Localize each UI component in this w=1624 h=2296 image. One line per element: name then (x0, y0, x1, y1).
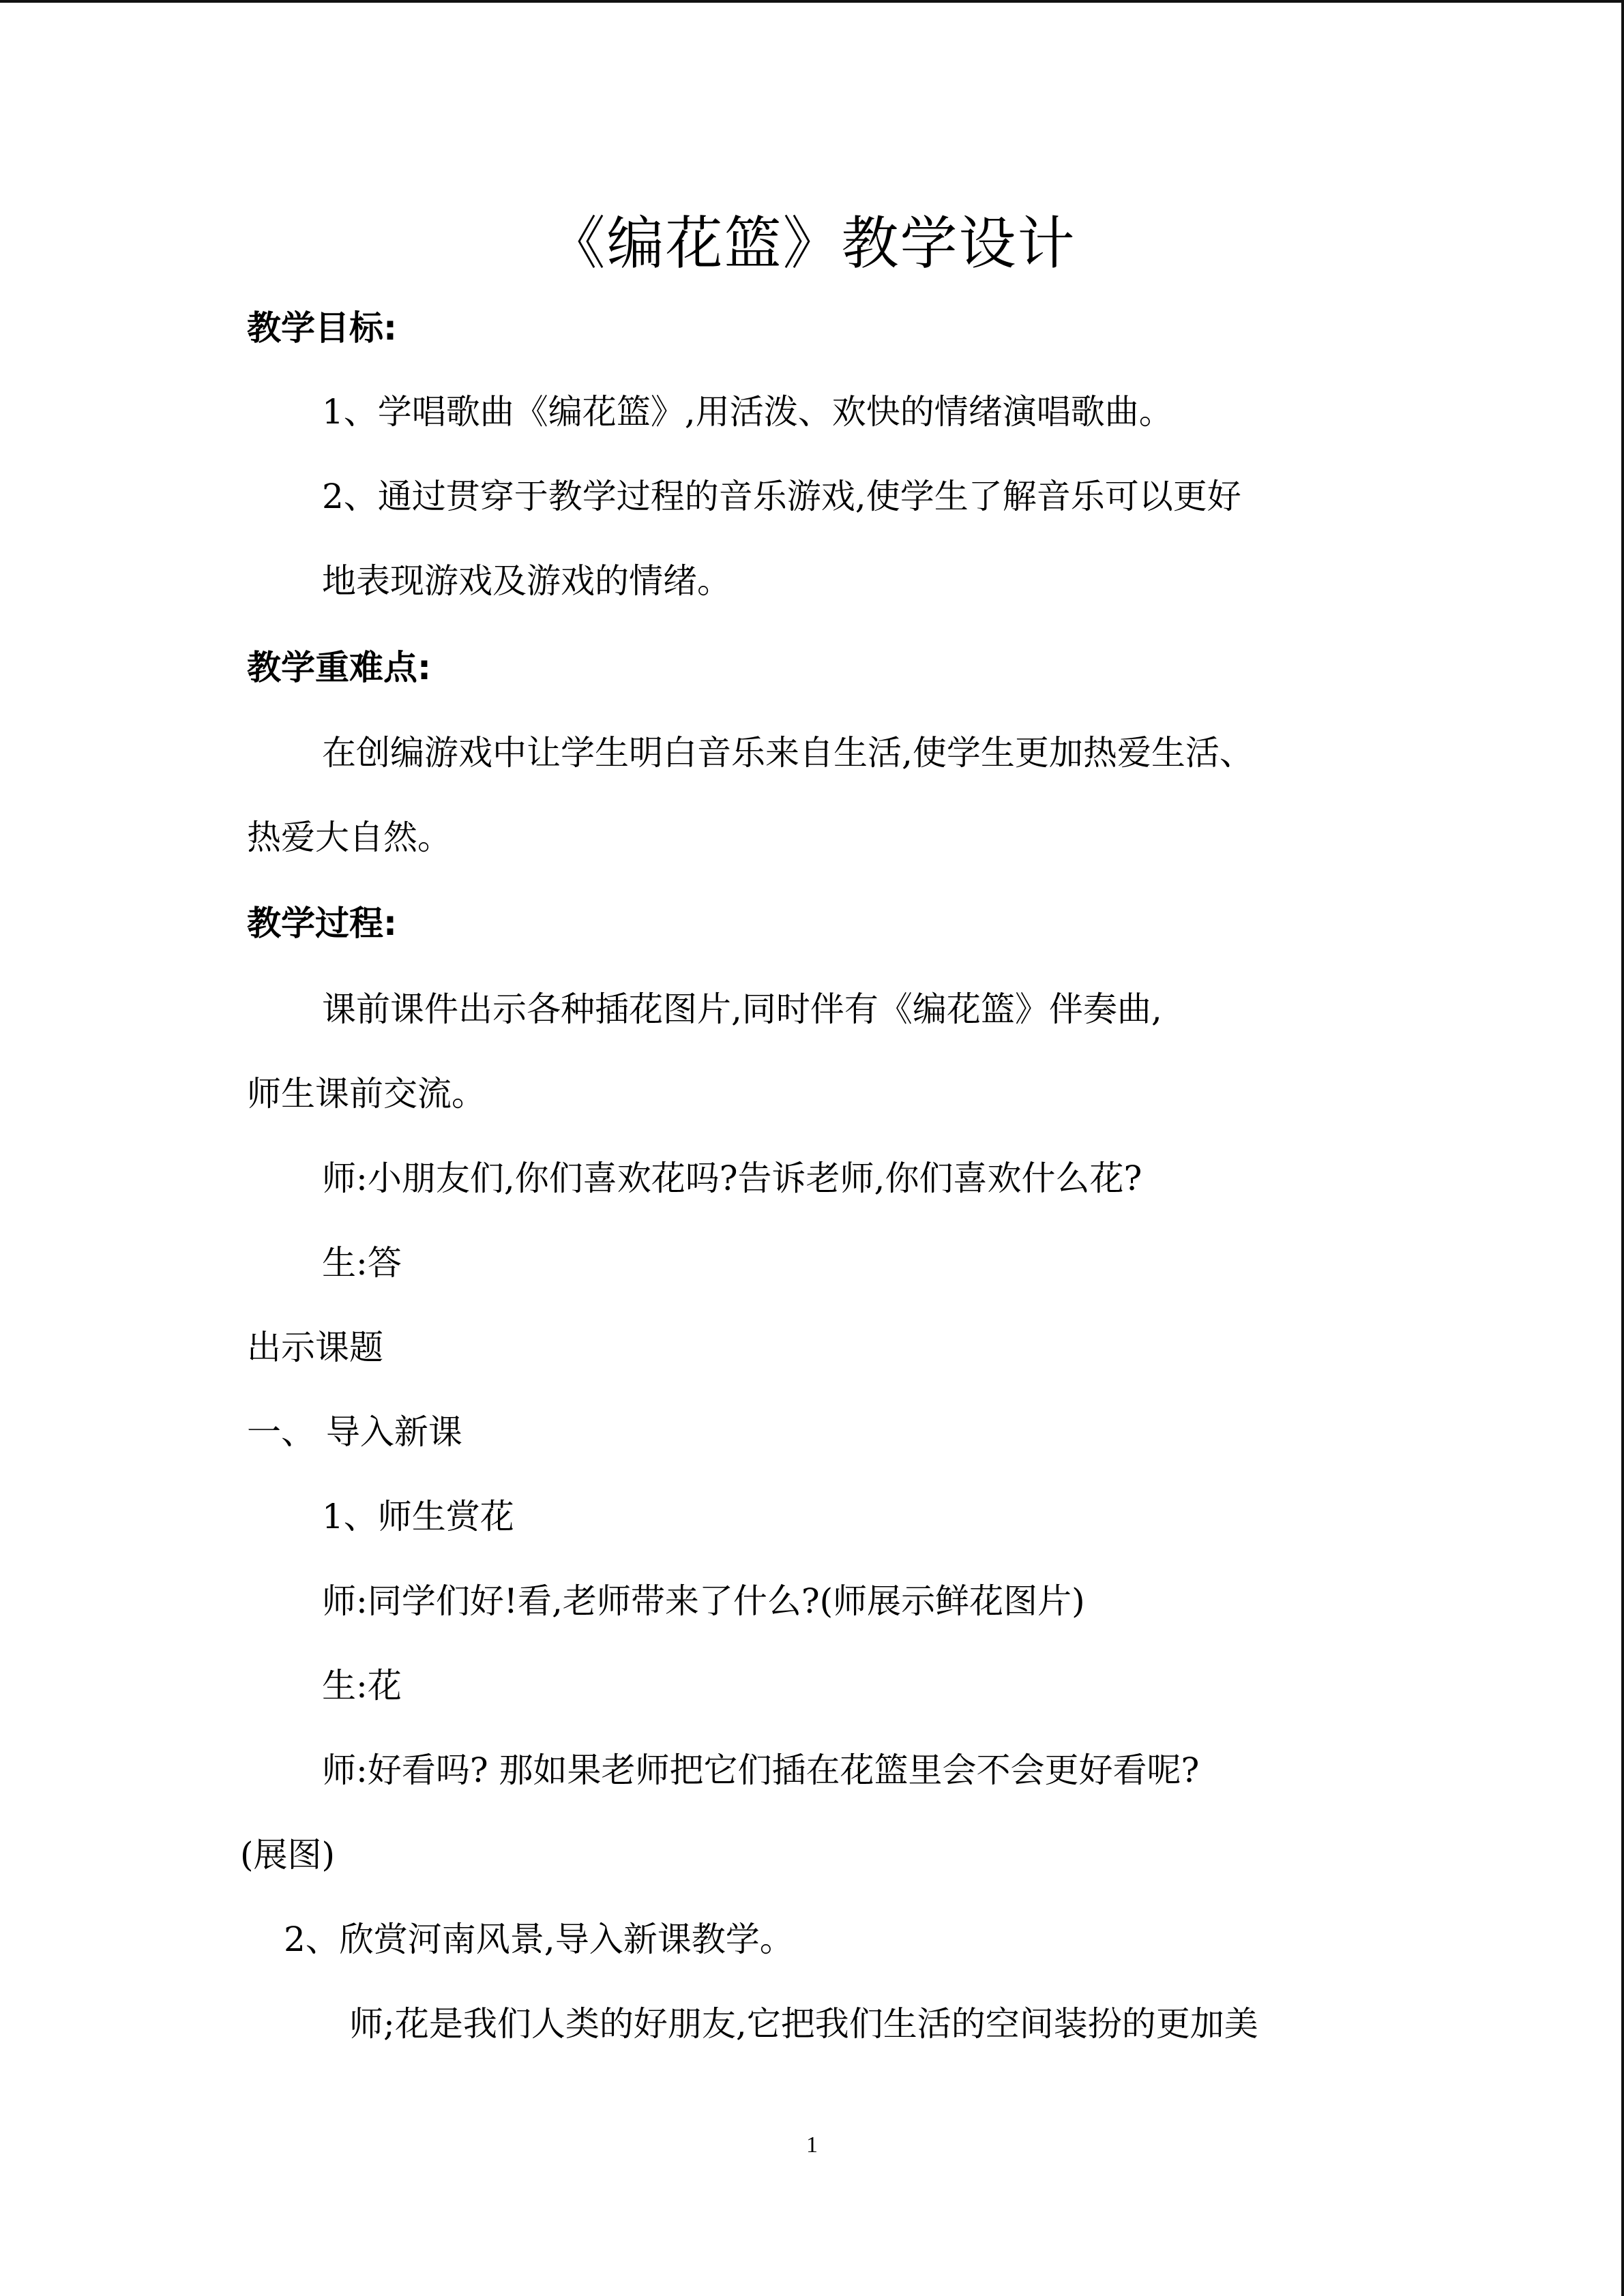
section-heading-key-points: 教学重难点: (247, 648, 431, 687)
sub-step-heading: 2、欣赏河南风景,导入新课教学。 (284, 1920, 794, 1959)
objective-item: 2、通过贯穿于教学过程的音乐游戏,使学生了解音乐可以更好 (322, 477, 1241, 516)
section-heading-process: 教学过程: (247, 904, 397, 943)
document-title: 《编花篮》教学设计 (548, 210, 1076, 277)
step-heading: 一、 导入新课 (247, 1412, 462, 1452)
step-label: 出示课题 (247, 1328, 383, 1367)
section-heading-objectives: 教学目标: (247, 308, 397, 348)
paragraph-line: 热爱大自然。 (247, 818, 452, 857)
paragraph-line: 在创编游戏中让学生明白音乐来自生活,使学生更加热爱生活、 (322, 733, 1254, 773)
paragraph-line: 师生课前交流。 (247, 1074, 486, 1114)
dialogue-line: 师:同学们好!看,老师带来了什么?(师展示鲜花图片) (322, 1581, 1085, 1621)
stage-direction: (展图) (240, 1835, 336, 1875)
dialogue-line: 生:花 (322, 1666, 402, 1705)
dialogue-line: 师;花是我们人类的好朋友,它把我们生活的空间装扮的更加美 (349, 2004, 1258, 2044)
objective-item-continued: 地表现游戏及游戏的情绪。 (322, 561, 731, 601)
sub-step-heading: 1、师生赏花 (322, 1497, 514, 1536)
dialogue-line: 生:答 (322, 1243, 402, 1283)
page-number: 1 (806, 2132, 818, 2158)
objective-item: 1、学唱歌曲《编花篮》,用活泼、欢快的情绪演唱歌曲。 (322, 392, 1173, 432)
dialogue-line: 师:好看吗? 那如果老师把它们插在花篮里会不会更好看呢? (322, 1750, 1200, 1790)
dialogue-line: 师:小朋友们,你们喜欢花吗?告诉老师,你们喜欢什么花? (322, 1159, 1142, 1198)
paragraph-line: 课前课件出示各种插花图片,同时伴有《编花篮》伴奏曲, (322, 989, 1162, 1029)
